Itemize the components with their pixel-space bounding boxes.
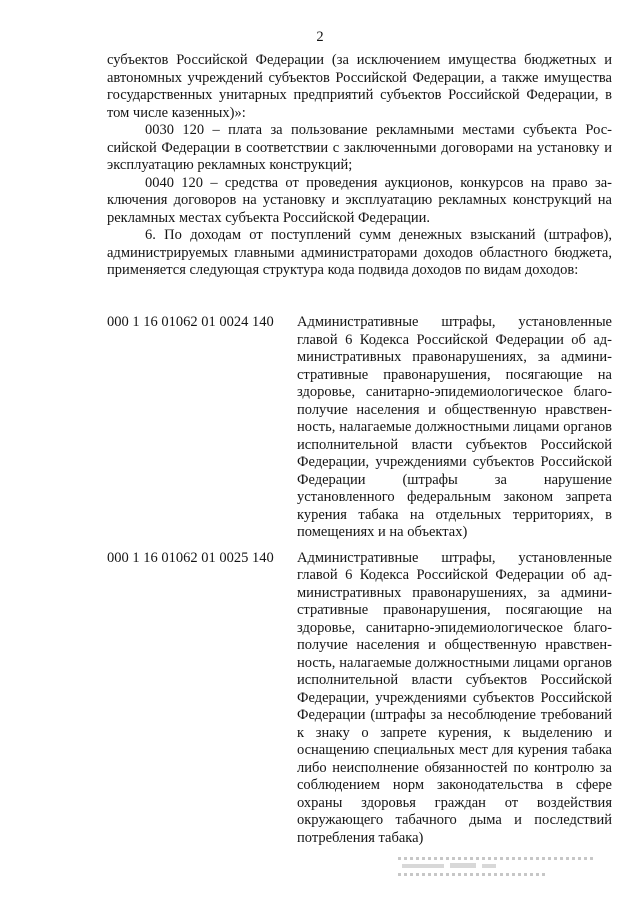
income-code: 000 1 16 01062 01 0025 140 bbox=[107, 549, 274, 566]
body-text bbox=[107, 52, 612, 280]
table-row bbox=[107, 550, 612, 848]
registration-stamp bbox=[398, 851, 600, 881]
income-description: Административные штрафы, установленные главой 6 Кодекса Российской Федерации об административных правонарушениях, за административные правонарушения, посягающие на здоровье, санитарно-эпидемиологическое благополучие населения и общественную нравственность, налагаемые должностными лицами органов исполнительной власти субъектов Российской Федерации, учреждениями субъектов Российской Федерации (штрафы за нарушение установленного федеральным законом запрета курения табака на отдельных территориях, в помещениях и на объектах) bbox=[297, 314, 612, 540]
table-row bbox=[107, 314, 612, 542]
paragraph-code-0030: 0030 120 – плата за пользование рекламными местами субъекта Российской Федерации в соответствии с заключенными договорами на установку и эксплуатацию рекламных конструкций; bbox=[107, 122, 612, 173]
page-number: 2 bbox=[316, 29, 324, 45]
paragraph-continuation: субъектов Российской Федерации (за исключением имущества бюджетных и автономных учреждений субъектов Российской Федерации, а также имущества государственных унитарных предприятий субъектов Российской Федерации, в том числе казенных)»: bbox=[107, 52, 612, 121]
paragraph-code-0040: 0040 120 – средства от проведения аукционов, конкурсов на право заключения договоров на установку и эксплуатацию рекламных конструкций на рекламных местах субъекта Российской Федерации. bbox=[107, 174, 612, 226]
income-code-table bbox=[107, 314, 612, 847]
income-code: 000 1 16 01062 01 0024 140 bbox=[107, 314, 274, 330]
paragraph-item-6: 6. По доходам от поступлений сумм денежных взысканий (штрафов), администрируемых главными администраторами доходов областного бюджета, применяется следующая структура кода подвида доходов по видам доходов: bbox=[107, 227, 612, 278]
income-description: Административные штрафы, установленные главой 6 Кодекса Российской Федерации об административных правонарушениях, за административные правонарушения, посягающие на здоровье, санитарно-эпидемиологическое благополучие населения и общественную нравственность, налагаемые должностными лицами органов исполнительной власти субъектов Российской Федерации, учреждениями субъектов Российской Федерации (штрафы за несоблюдение требований к знаку о запрете курения, к выделению и оснащению специальных мест для курения табака либо неисполнение обязанностей по контролю за соблюдением норм законодательства в сфере охраны здоровья граждан от воздействия окружающего табачного дыма и последствий потребления табака) bbox=[297, 549, 612, 846]
